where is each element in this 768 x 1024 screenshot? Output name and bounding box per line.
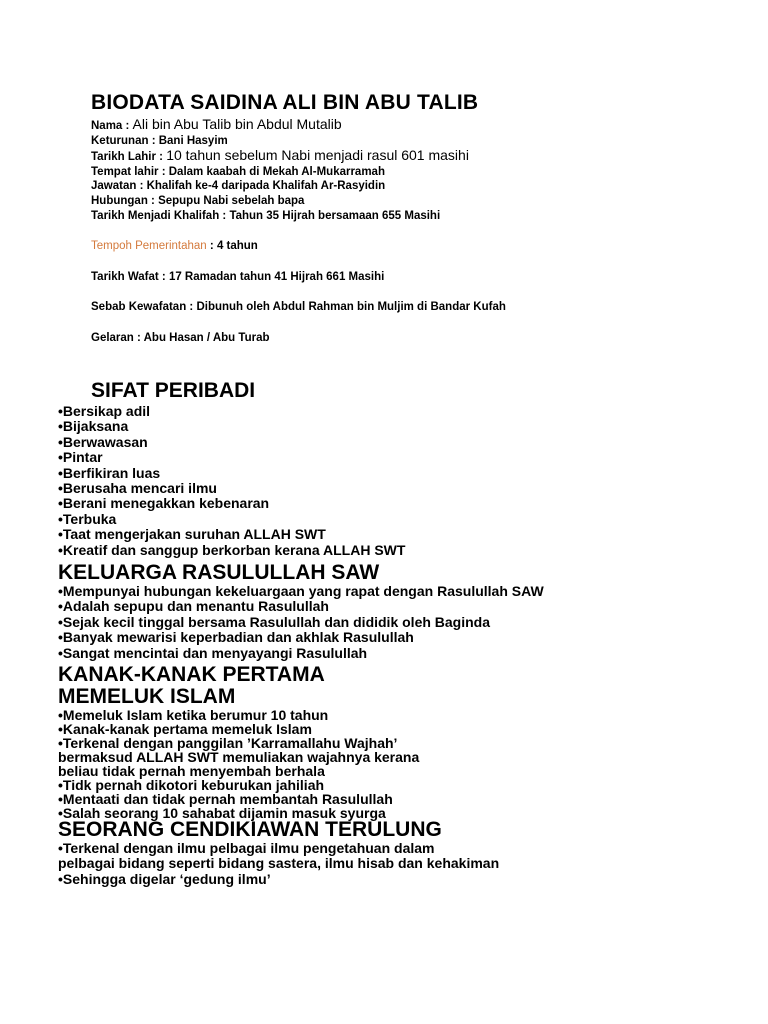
tarikh-lahir-label: Tarikh Lahir : (91, 151, 167, 164)
list-item: •Pintar (58, 449, 103, 466)
kanak-section (58, 664, 738, 820)
list-item: •Terkenal dengan panggilan ’Karramallahu Wajhah’ (58, 735, 398, 751)
list-item: •Taat mengerjakan suruhan ALLAH SWT (58, 526, 326, 543)
gelaran-row: Gelaran : Abu Hasan / Abu Turab (91, 331, 270, 344)
cendikiawan-section (58, 819, 738, 887)
list-item: •Berwawasan (58, 433, 148, 450)
kanak-title-line2: MEMELUK ISLAM (58, 685, 236, 708)
tarikh-khalifah-row: Tarikh Menjadi Khalifah : Tahun 35 Hijrah bersamaan 655 Masihi (91, 209, 441, 222)
list-item: •Bersikap adil (58, 403, 151, 419)
tempat-lahir-row: Tempat lahir : Dalam kaabah di Mekah Al-Mukarramah (91, 165, 385, 178)
nama-label: Nama : (91, 120, 133, 132)
jawatan-row: Jawatan : Khalifah ke-4 daripada Khalifah Ar-Rasyidin (91, 180, 386, 193)
list-item: •Adalah sepupu dan menantu Rasulullah (58, 598, 329, 615)
kanak-title-line1: KANAK-KANAK PERTAMA (58, 663, 325, 686)
tempoh-label: Tempoh Pemerintahan (91, 240, 207, 253)
list-item: •Mentaati dan tidak pernah membantah Rasulullah (58, 791, 393, 807)
list-item: •Tidk pernah dikotori keburukan jahiliah (58, 777, 325, 793)
list-item: •Berusaha mencari ilmu (58, 480, 217, 497)
list-item: •Banyak mewarisi keperbadian dan akhlak Rasulullah (58, 629, 414, 646)
list-item: •Mempunyai hubungan kekeluargaan yang rapat dengan Rasulullah SAW (58, 583, 544, 599)
list-item: •Berfikiran luas (58, 464, 161, 481)
list-item: •Kreatif dan sanggup berkorban kerana ALLAH SWT (58, 541, 406, 558)
tempoh-value: : 4 tahun (206, 240, 258, 253)
sebab-kewafatan-row: Sebab Kewafatan : Dibunuh oleh Abdul Rahman bin Muljim di Bandar Kufah (91, 301, 506, 314)
list-item-continuation: beliau tidak pernah menyembah berhala (58, 763, 325, 779)
hubungan-row: Hubungan : Sepupu Nabi sebelah bapa (91, 194, 305, 207)
tarikh-wafat-row: Tarikh Wafat : 17 Ramadan tahun 41 Hijrah 661 Masihi (91, 270, 385, 283)
list-item: •Bijaksana (58, 418, 129, 435)
keturunan-row: Keturunan : Bani Hasyim (91, 134, 228, 147)
sifat-section (58, 380, 738, 558)
biodata-title: BIODATA SAIDINA ALI BIN ABU TALIB (91, 91, 479, 114)
biodata-section (91, 90, 731, 346)
list-item: •Berani menegakkan kebenaran (58, 495, 270, 512)
keluarga-section (58, 562, 738, 661)
list-item: •Sangat mencintai dan menyayangi Rasulullah (58, 644, 368, 661)
list-item: •Terkenal dengan ilmu pelbagai ilmu pengetahuan dalam (58, 840, 435, 856)
tarikh-lahir-row (91, 148, 731, 165)
list-item: •Sehingga digelar ‘gedung ilmu’ (58, 870, 271, 887)
tempoh-row (91, 239, 731, 254)
sifat-title: SIFAT PERIBADI (91, 379, 256, 402)
cendikiawan-title: SEORANG CENDIKIAWAN TERULUNG (58, 818, 442, 841)
nama-value: Ali bin Abu Talib bin Abdul Mutalib (132, 116, 342, 132)
list-item: •Terbuka (58, 510, 117, 527)
tarikh-lahir-value: 10 tahun sebelum Nabi menjadi rasul 601 masihi (166, 147, 469, 164)
list-item: •Memeluk Islam ketika berumur 10 tahun (58, 707, 329, 723)
list-item-continuation: pelbagai bidang seperti bidang sastera, ilmu hisab dan kehakiman (58, 855, 500, 872)
list-item: •Salah seorang 10 sahabat dijamin masuk syurga (58, 805, 386, 821)
list-item: •Kanak-kanak pertama memeluk Islam (58, 721, 312, 737)
list-item: •Sejak kecil tinggal bersama Rasulullah dan dididik oleh Baginda (58, 613, 491, 630)
list-item-continuation: bermaksud ALLAH SWT memuliakan wajahnya kerana (58, 749, 420, 765)
nama-row (91, 117, 731, 134)
keluarga-title: KELUARGA RASULULLAH SAW (58, 561, 380, 584)
